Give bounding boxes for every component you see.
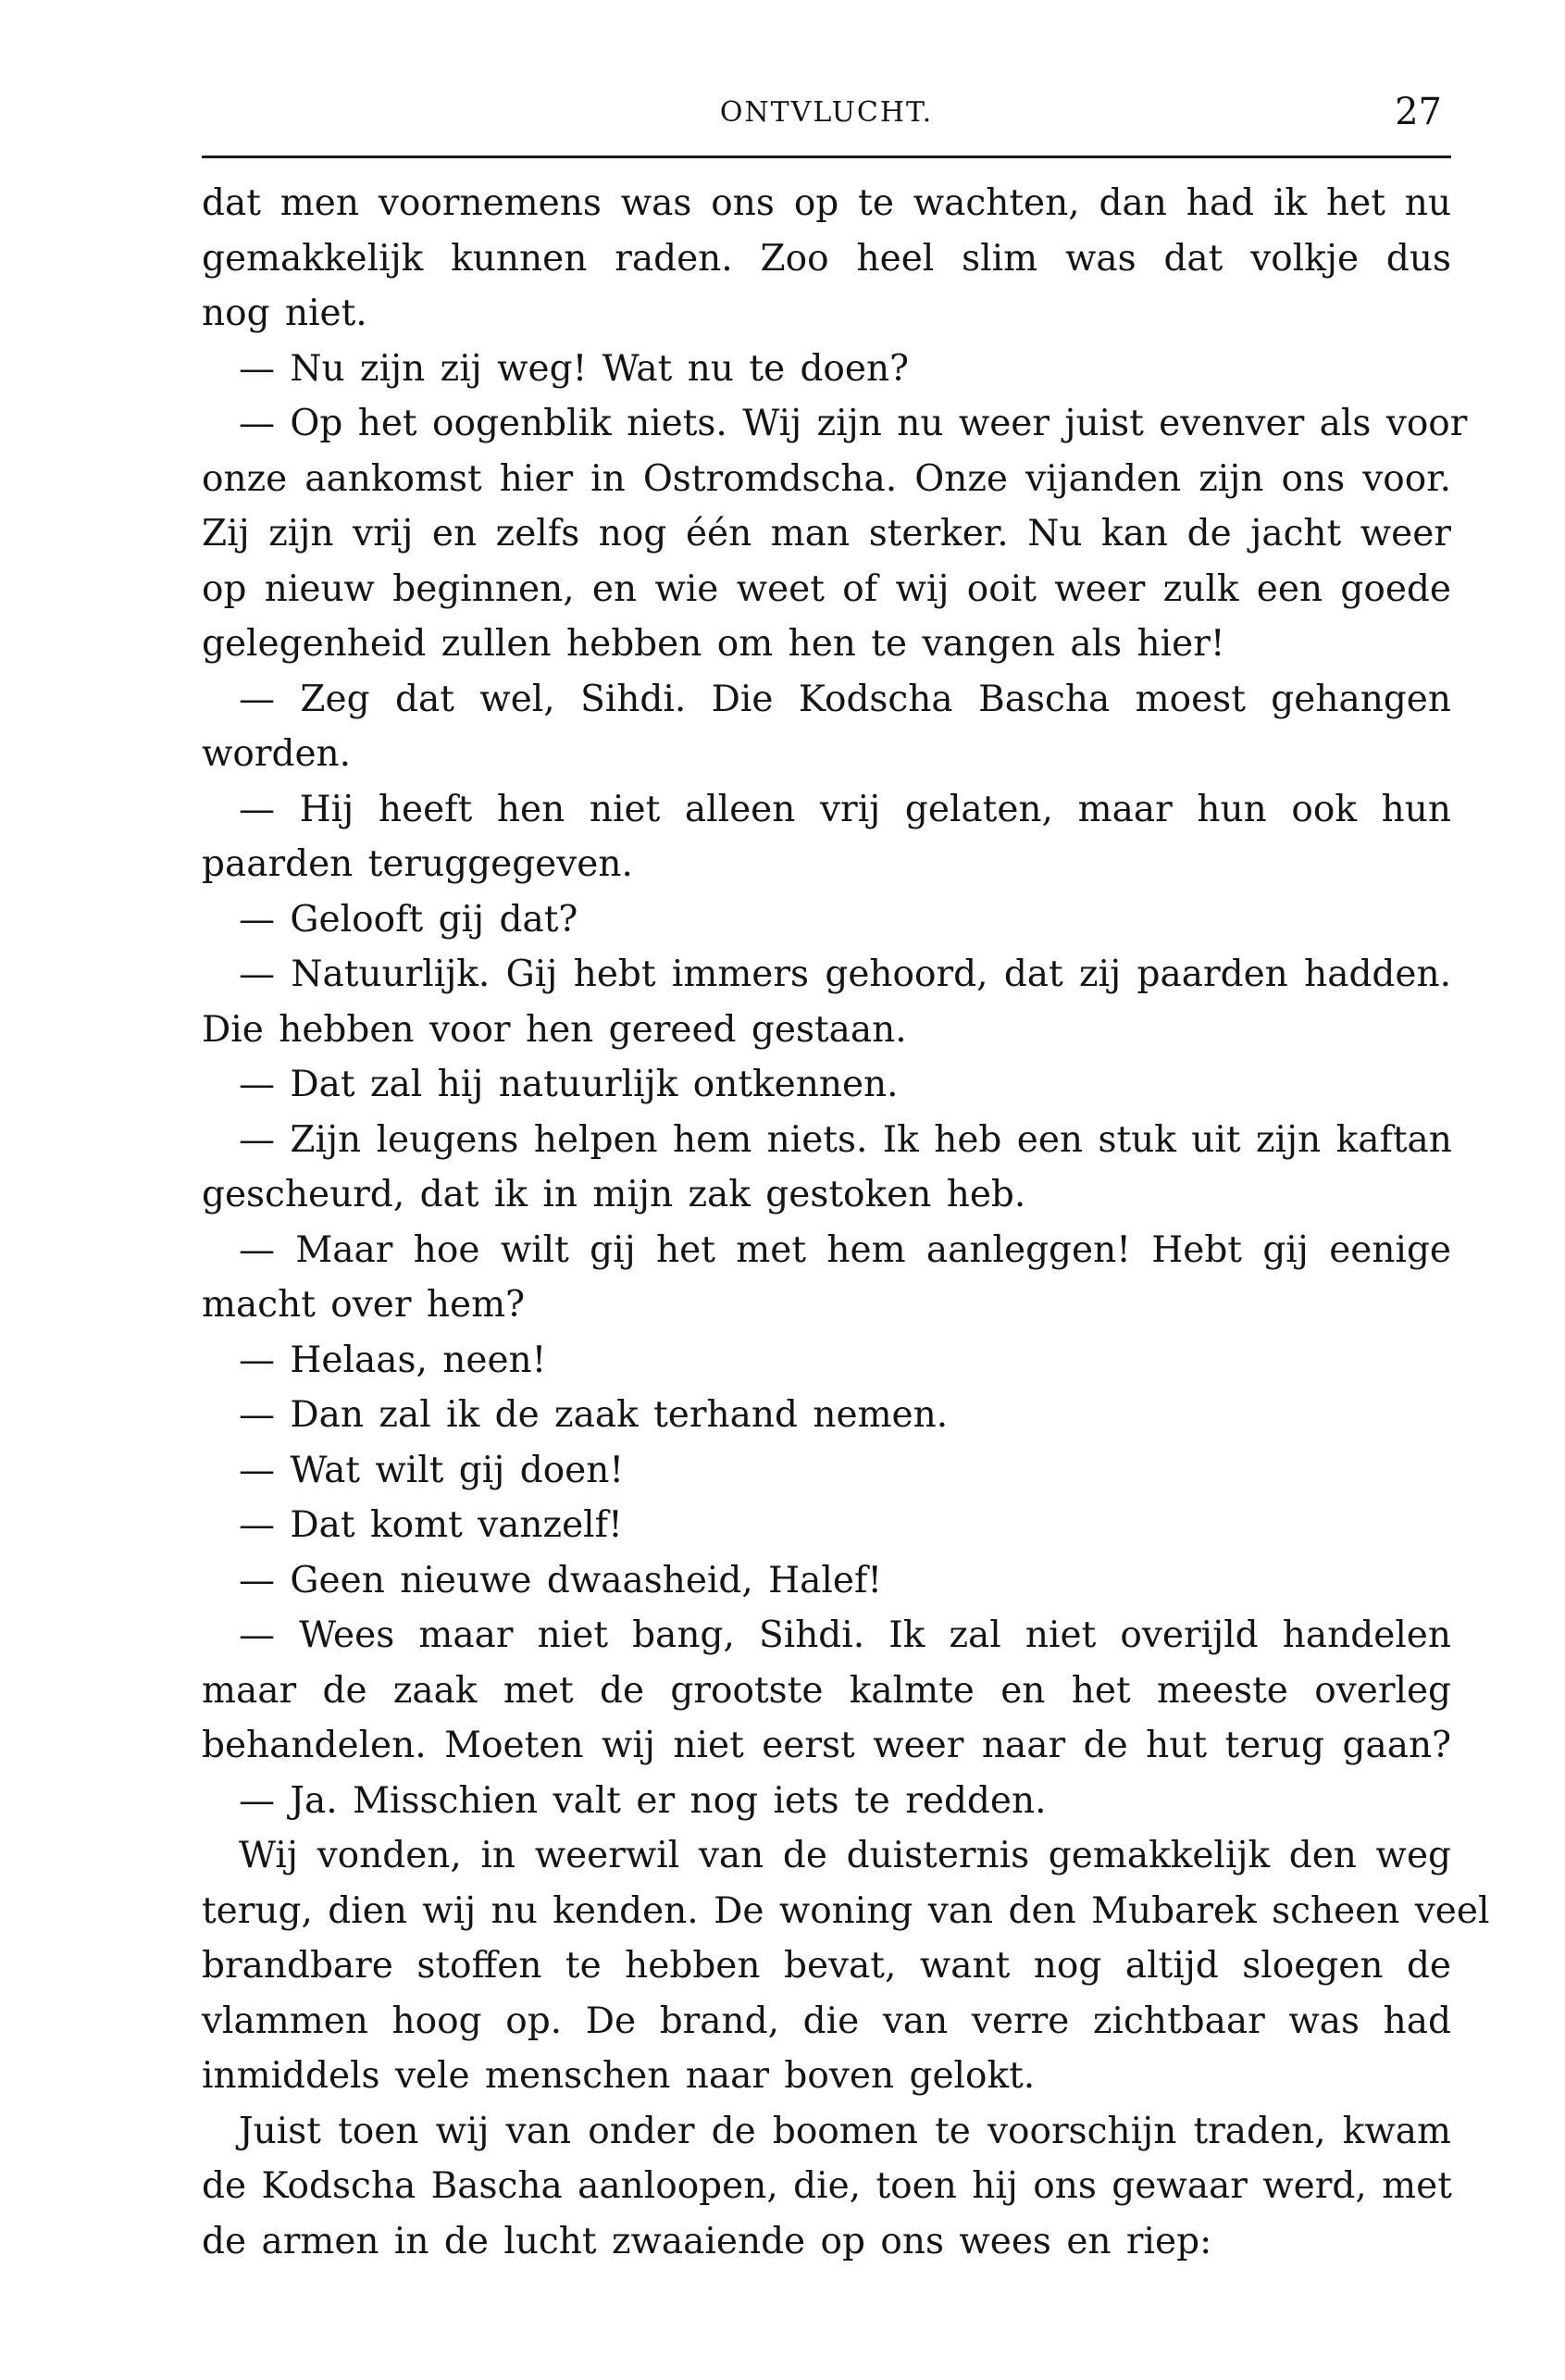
text-line: — Dat zal hij natuurlijk ontkennen. bbox=[239, 1064, 899, 1105]
text-line: — Zijn leugens helpen hem niets. Ik heb een stuk uit zijn kaftan bbox=[239, 1118, 1452, 1161]
text-line: vlammen hoog op. De brand, die van verre zichtbaar was had bbox=[202, 2000, 1451, 2042]
text-line: — Dat komt vanzelf! bbox=[239, 1504, 623, 1546]
text-line: Juist toen wij van onder de boomen te voorschijn traden, kwam bbox=[239, 2110, 1451, 2152]
page-number: 27 bbox=[1395, 91, 1442, 133]
running-title: ONTVLUCHT. bbox=[719, 96, 934, 129]
text-line: Die hebben voor hen gereed gestaan. bbox=[202, 1008, 907, 1051]
text-line: op nieuw beginnen, en wie weet of wij ooit weer zulk een goede bbox=[202, 567, 1451, 610]
text-line: dat men voornemens was ons op te wachten, dan had ik het nu bbox=[202, 182, 1451, 224]
text-line: — Natuurlijk. Gij hebt immers gehoord, dat zij paarden hadden. bbox=[239, 953, 1451, 995]
text-line: Wij vonden, in weerwil van de duisternis gemakkelijk den weg bbox=[239, 1835, 1451, 1876]
text-line: — Ja. Misschien valt er nog iets te redden. bbox=[239, 1779, 1047, 1822]
text-line: — Nu zijn zij weg! Wat nu te doen? bbox=[239, 347, 910, 390]
header-rule bbox=[202, 156, 1451, 158]
text-line: — Geen nieuwe dwaasheid, Halef! bbox=[239, 1559, 883, 1601]
text-line: — Zeg dat wel, Sihdi. Die Kodscha Bascha moest gehangen bbox=[239, 678, 1451, 720]
text-line: de Kodscha Bascha aanloopen, die, toen hij ons gewaar werd, met bbox=[202, 2165, 1452, 2207]
text-line: inmiddels vele menschen naar boven gelokt. bbox=[202, 2055, 1036, 2097]
text-line: brandbare stoffen te hebben bevat, want nog altijd sloegen de bbox=[202, 1945, 1451, 1987]
text-line: nog niet. bbox=[202, 293, 367, 334]
text-line: worden. bbox=[202, 733, 352, 775]
body-text bbox=[202, 176, 1490, 2269]
text-line: — Helaas, neen! bbox=[239, 1339, 547, 1381]
text-line: — Dan zal ik de zaak terhand nemen. bbox=[239, 1394, 949, 1436]
text-line: onze aankomst hier in Ostromdscha. Onze vijanden zijn ons voor. bbox=[202, 457, 1451, 500]
text-line: de armen in de lucht zwaaiende op ons wees en riep: bbox=[202, 2220, 1212, 2262]
text-line: — Hij heeft hen niet alleen vrij gelaten, maar hun ook hun bbox=[239, 788, 1451, 830]
text-line: — Wat wilt gij doen! bbox=[239, 1449, 625, 1491]
page-header bbox=[202, 91, 1451, 146]
text-line: — Gelooft gij dat? bbox=[239, 898, 578, 941]
text-line: Zij zijn vrij en zelfs nog één man sterker. Nu kan de jacht weer bbox=[202, 513, 1451, 555]
text-line: macht over hem? bbox=[202, 1284, 525, 1326]
text-line: — Maar hoe wilt gij het met hem aanleggen! Hebt gij eenige bbox=[239, 1228, 1451, 1271]
text-line: — Op het oogenblik niets. Wij zijn nu weer juist evenver als voor bbox=[239, 403, 1468, 444]
text-line: paarden teruggegeven. bbox=[202, 843, 633, 885]
text-line: gelegenheid zullen hebben om hen te vangen als hier! bbox=[202, 623, 1225, 665]
text-line: gescheurd, dat ik in mijn zak gestoken heb. bbox=[202, 1174, 1026, 1215]
text-line: terug, dien wij nu kenden. De woning van den Mubarek scheen veel bbox=[202, 1889, 1490, 1932]
text-line: gemakkelijk kunnen raden. Zoo heel slim was dat volkje dus bbox=[202, 237, 1451, 280]
text-line: maar de zaak met de grootste kalmte en het meeste overleg bbox=[202, 1669, 1451, 1712]
text-line: behandelen. Moeten wij niet eerst weer naar de hut terug gaan? bbox=[202, 1725, 1451, 1766]
text-line: — Wees maar niet bang, Sihdi. Ik zal niet overijld handelen bbox=[239, 1614, 1451, 1656]
